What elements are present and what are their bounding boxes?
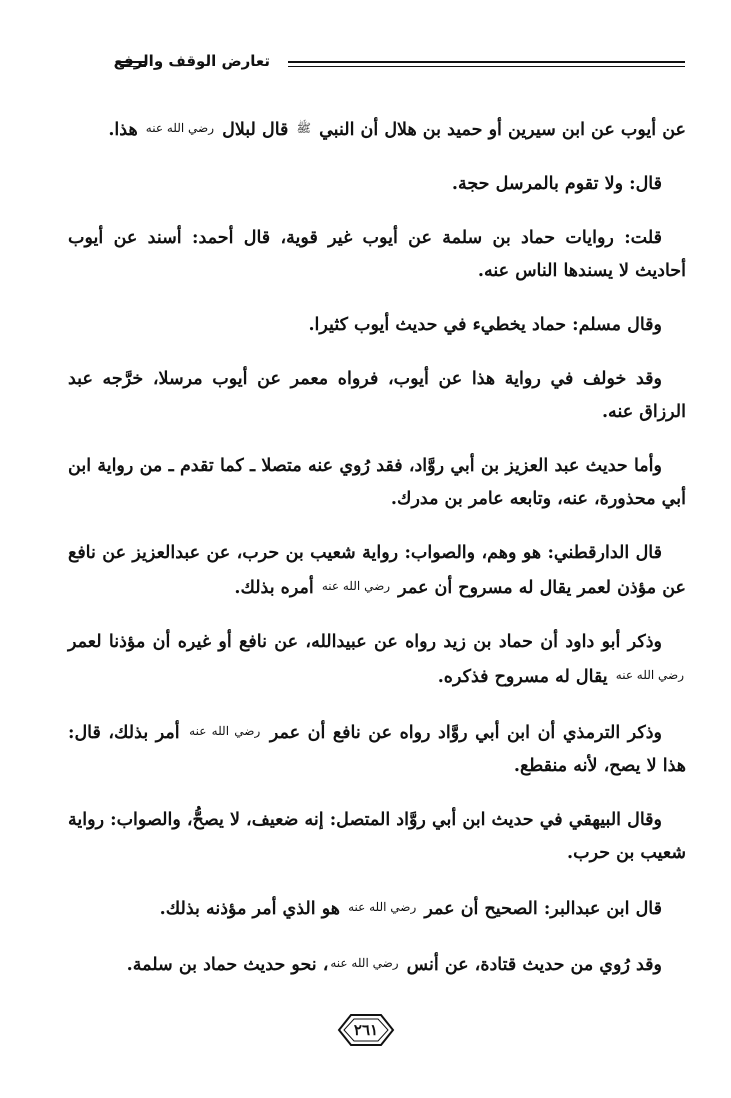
paragraph xyxy=(68,804,686,870)
text-run: وذكر أبو داود أن حماد بن زيد رواه عن عبيدالله، عن نافع أو غيره أن مؤذنا لعمر xyxy=(68,632,662,652)
text-run: هو الذي أمر مؤذنه بذلك. xyxy=(159,899,347,919)
honorific-glyph: رضي الله عنه xyxy=(348,900,417,914)
text-run: وقال البيهقي في حديث ابن أبي روَّاد المتصل: إنه ضعيف، لا يصحُّ، والصواب: رواية شعيب بن حرب. xyxy=(68,810,686,863)
text-run: قلت: روايات حماد بن سلمة عن أيوب غير قوية، قال أحمد: أسند عن أيوب أحاديث لا يسندها الناس عنه. xyxy=(68,228,686,281)
paragraph xyxy=(68,715,686,783)
paragraph xyxy=(68,222,686,288)
text-run: أمر بذلك، قال: هذا لا يصح، لأنه منقطع. xyxy=(68,723,686,776)
paragraph xyxy=(68,891,686,926)
paragraph xyxy=(68,112,686,147)
text-run: قال لبلال xyxy=(216,120,295,140)
paragraph xyxy=(68,309,686,342)
text-run: قال الدارقطني: هو وهم، والصواب: رواية شعيب بن حرب، عن عبدالعزيز عن نافع عن مؤذن لعمر يقال له مسروح أن عمر xyxy=(68,543,686,598)
running-header xyxy=(100,52,685,74)
text-run: وقد رُوي من حديث قتادة، عن أنس xyxy=(400,955,662,975)
paragraph xyxy=(68,363,686,429)
honorific-glyph: رضي الله عنه xyxy=(321,579,391,593)
paragraph xyxy=(68,537,686,605)
main-text xyxy=(68,112,686,1003)
text-run: وأما حديث عبد العزيز بن أبي روَّاد، فقد رُوي عنه متصلا ـ كما تقدم ـ من رواية ابن أبي محذورة، عنه، وتابعه عامر بن مدرك. xyxy=(68,456,686,509)
paragraph xyxy=(68,947,686,982)
header-title: تعارض الوقف والرفع xyxy=(113,52,270,70)
text-run: هذا. xyxy=(108,120,144,140)
text-run: قال ابن عبدالبر: الصحيح أن عمر xyxy=(418,899,662,919)
header-rule-left xyxy=(120,61,146,67)
honorific-glyph: رضي الله عنه xyxy=(615,668,684,682)
text-run: أمره بذلك. xyxy=(234,578,320,598)
text-run: وذكر الترمذي أن ابن أبي روَّاد رواه عن نافع أن عمر xyxy=(262,723,662,743)
page-number: ٢٦١ xyxy=(353,1021,379,1039)
paragraph xyxy=(68,450,686,516)
paragraph xyxy=(68,168,686,201)
text-run: ، نحو حديث حماد بن سلمة. xyxy=(126,955,329,975)
honorific-glyph: رضي الله عنه xyxy=(145,121,215,135)
paragraph xyxy=(68,626,686,694)
honorific-glyph: ﷺ xyxy=(296,121,311,135)
header-rule-right xyxy=(288,61,685,67)
text-run: عن أيوب عن ابن سيرين أو حميد بن هلال أن النبي xyxy=(313,120,686,140)
text-run: قال: ولا تقوم بالمرسل حجة. xyxy=(451,174,662,194)
page-number-ornament xyxy=(335,1012,397,1048)
honorific-glyph: رضي الله عنه xyxy=(330,956,399,970)
text-run: يقال له مسروح فذكره. xyxy=(437,667,614,687)
text-run: وقد خولف في رواية هذا عن أيوب، فرواه معمر عن أيوب مرسلا، خرَّجه عبد الرزاق عنه. xyxy=(68,369,686,422)
text-run: وقال مسلم: حماد يخطيء في حديث أيوب كثيرا. xyxy=(308,315,662,335)
honorific-glyph: رضي الله عنه xyxy=(189,724,261,738)
